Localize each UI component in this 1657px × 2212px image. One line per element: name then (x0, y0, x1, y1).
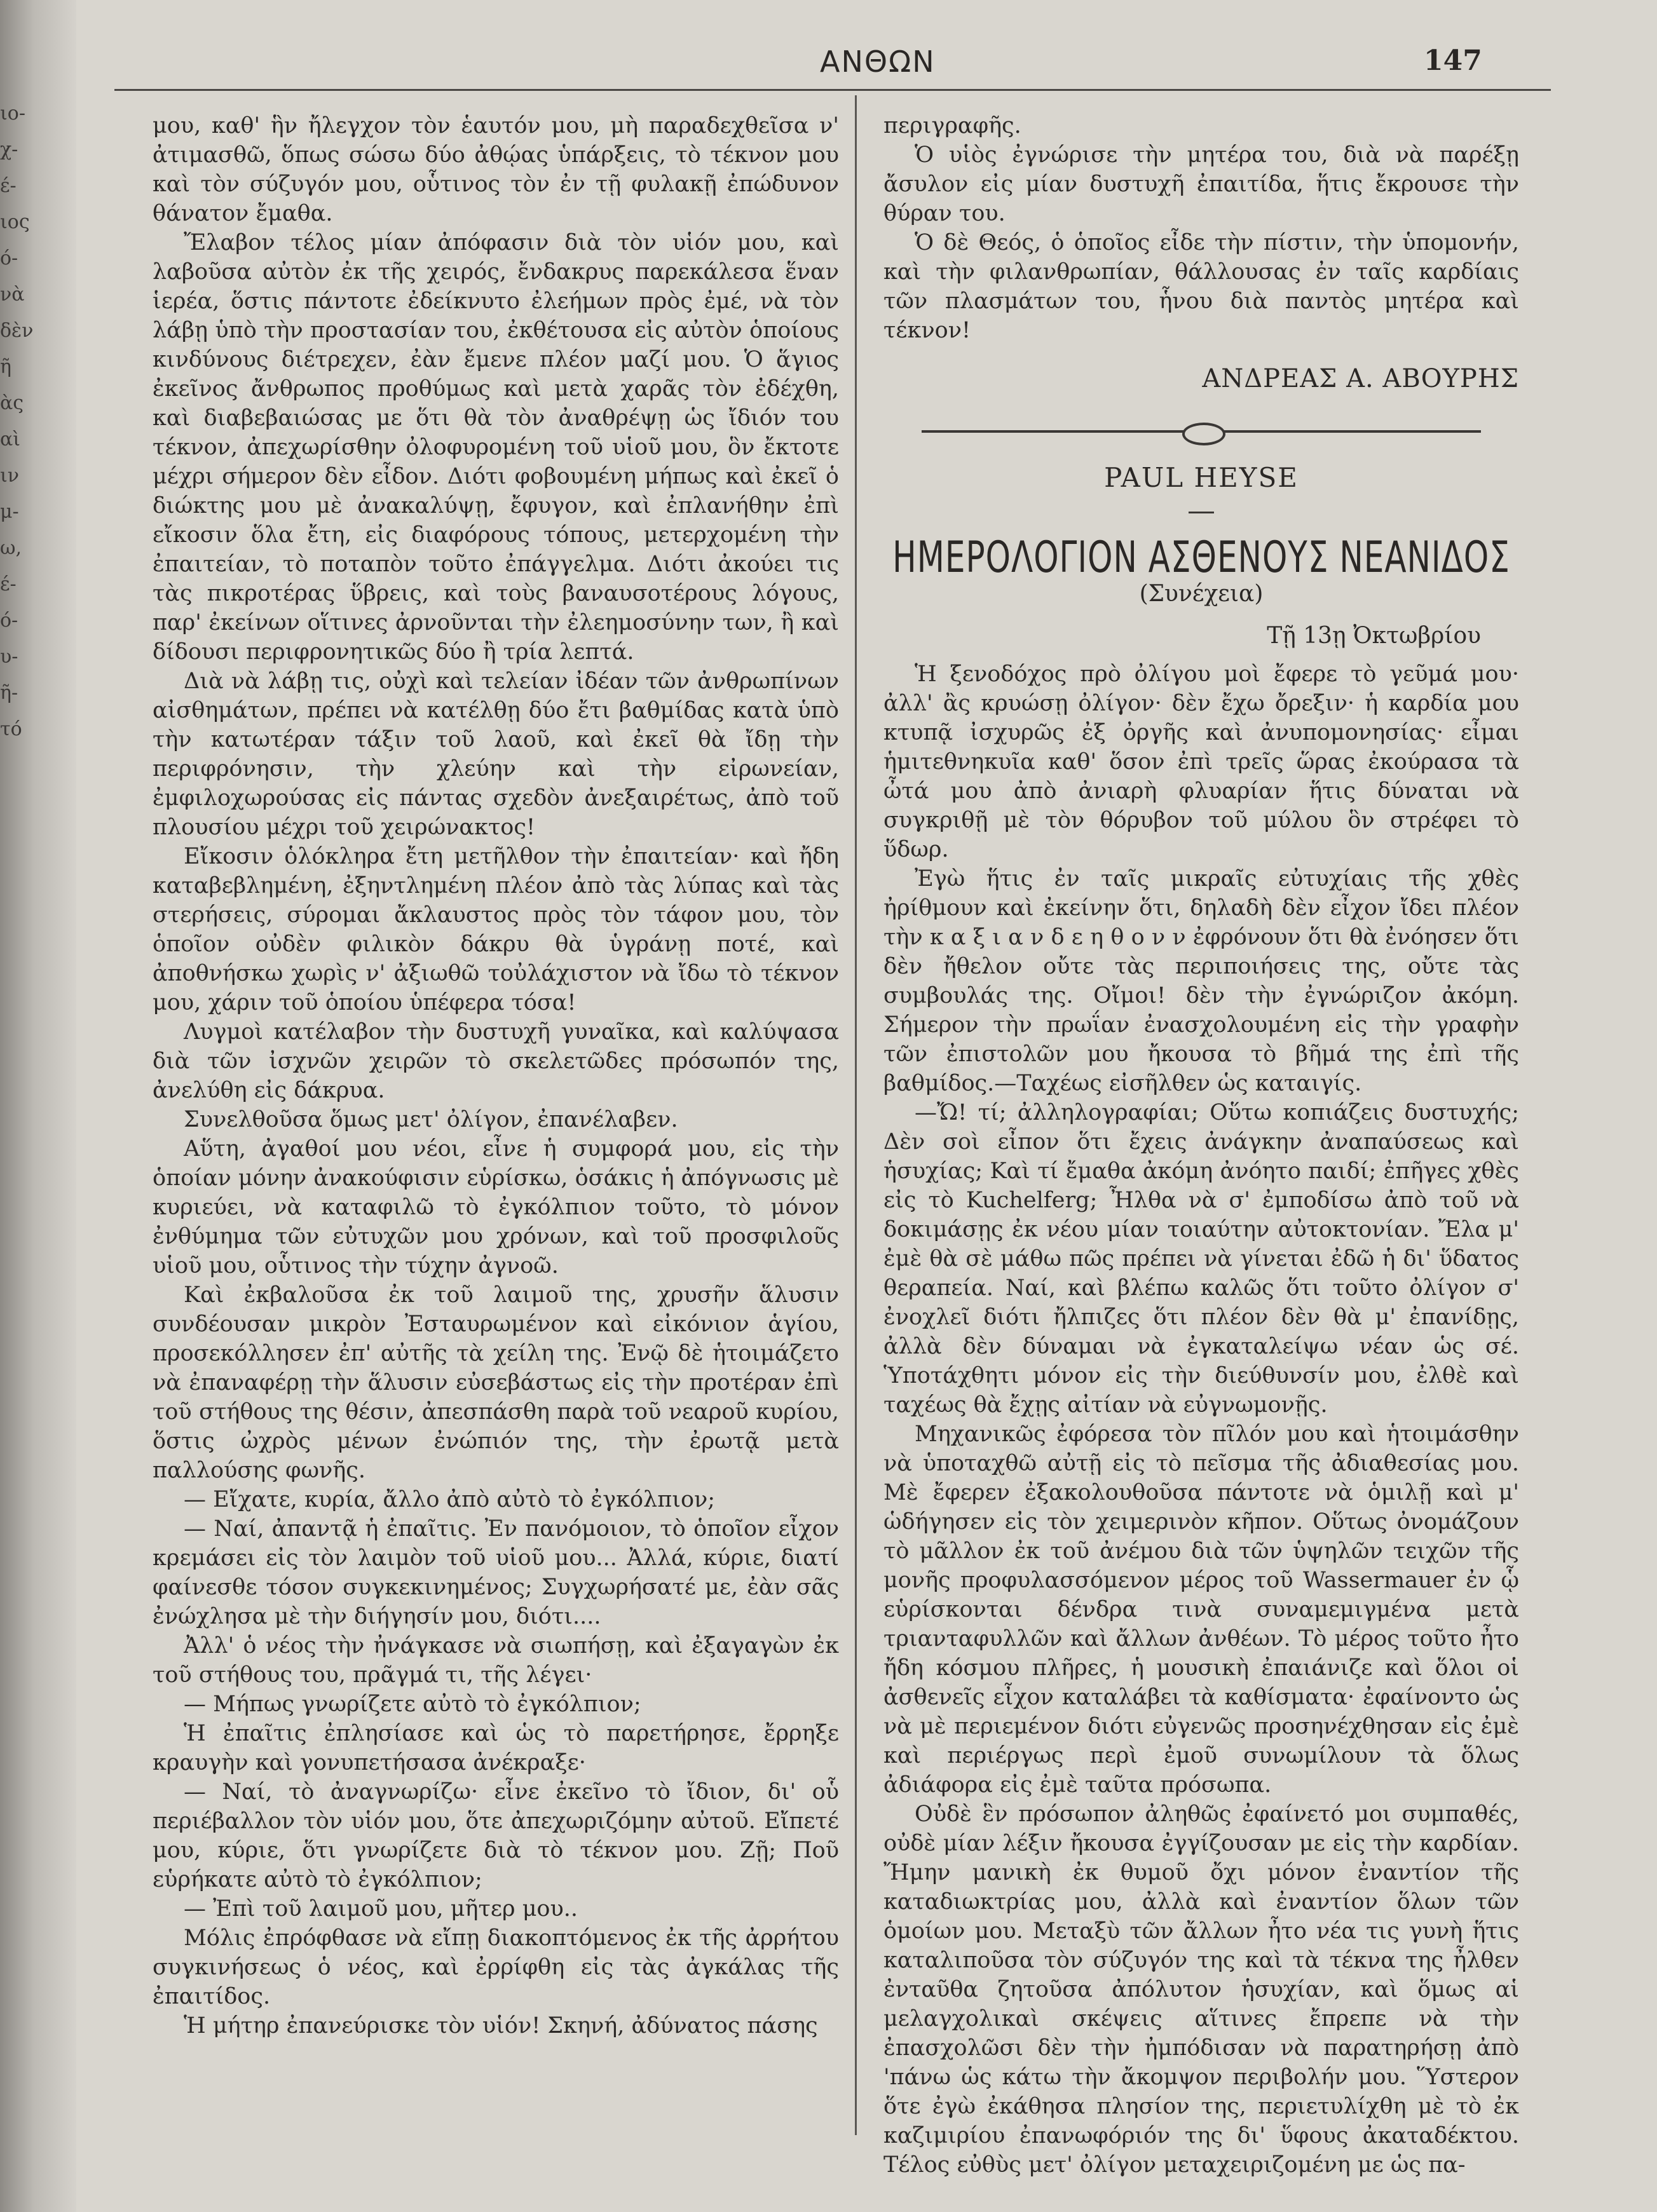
margin-fragment: ὰς (0, 392, 24, 414)
paragraph: Ἡ ἐπαῖτις ἐπλησίασε καὶ ὡς τὸ παρετήρησε, ἔρρηξε κραυγὴν καὶ γονυπετήσασα ἀνέκραξε· (153, 1721, 839, 1775)
paragraph: περιγραφῆς. (883, 113, 1021, 139)
paragraph: Ἀλλ' ὁ νέος τὴν ἠνάγκασε νὰ σιωπήσῃ, καὶ ἐξαγαγὼν ἐκ τοῦ στήθους του, πρᾶγμά τι, τῆς λέγει· (153, 1633, 839, 1688)
paragraph: Ἔλαβον τέλος μίαν ἀπόφασιν διὰ τὸν υἱόν μου, καὶ λαβοῦσα αὐτὸν ἐκ τῆς χειρός, ἔνδακρυς παρεκάλεσα ἕναν ἱερέα, ὅστις πάντοτε ἐδείκνυτο ἐλεήμων πρὸς ἐμέ, νὰ τὸν λάβῃ ὑπὸ τὴν προστασίαν του, ἐκθέτουσα εἰς αὐτὸν ὁποίους κινδύνους διέτρεχεν, ἐὰν ἔμενε πλέον μαζί μου. Ὁ ἅγιος ἐκεῖνος ἄνθρωπος προθύμως καὶ μετὰ χαρᾶς τὸν ἐδέχθη, καὶ διαβεβαιώσας με ὅτι θὰ τὸν ἀναθρέψῃ ὡς ἴδιόν του τέκνον, ἀπεχωρίσθην ὀλοφυρομένη τοῦ υἱοῦ μου, ὃν ἔκτοτε μέχρι σήμερον δὲν εἶδον. Διότι φοβουμένη μήπως καὶ ἐκεῖ ὁ διώκτης μου μὲ ἀνακαλύψῃ, ἔφυγον, καὶ ἐπλανήθην ἐπὶ εἴκοσιν ὅλα ἔτη, εἰς διαφόρους τόπους, μετερχομένη τὴν ἐπαιτείαν, τὸ ποταπὸν τοῦτο ἐπάγγελμα. Διότι ἀκούει τις τὰς πικροτέρας ὕβρεις, καὶ τοὺς βαναυσοτέρους λόγους, παρ' ἐκείνων οἵτινες ἀρνοῦνται τὴν ἐλεημοσύνην των, ἢ καὶ δίδουσι περιφρονητικῶς δύο ἢ τρία λεπτά. (153, 230, 839, 665)
margin-fragment: έ- (0, 573, 17, 595)
adjacent-page-fragments (0, 95, 38, 747)
paragraph: Λυγμοὶ κατέλαβον τὴν δυστυχῆ γυναῖκα, καὶ καλύψασα διὰ τῶν ἰσχνῶν χειρῶν τὸ σκελετῶδες πρόσωπόν της, ἀνελύθη εἰς δάκρυα. (153, 1019, 839, 1103)
paragraph: Καὶ ἐκβαλοῦσα ἐκ τοῦ λαιμοῦ της, χρυσῆν ἅλυσιν συνδέουσαν μικρὸν Ἐσταυρωμένον καὶ εἰκόνιον ἁγίου, προσεκόλλησεν ἐπ' αὐτῆς τὰ χείλη της. Ἐνῷ δὲ ἡτοιμάζετο νὰ ἐπαναφέρῃ τὴν ἅλυσιν εὐσεβάστως εἰς τὴν προτέραν ἐπὶ τοῦ στήθους της θέσιν, ἀπεσπάσθη παρὰ τοῦ νεαροῦ κυρίου, ὅστις ὠχρὸς μένων ἐνώπιόν της, τὴν ἐρωτᾷ μετὰ παλλούσης φωνῆς. (153, 1282, 839, 1483)
story-signature: ΑΝΔΡΕΑΣ Α. ΑΒΟΥΡΗΣ (1202, 364, 1519, 393)
paragraph: Συνελθοῦσα ὅμως μετ' ὀλίγον, ἐπανέλαβεν. (184, 1107, 678, 1132)
paragraph: — Ναί, τὸ ἀναγνωρίζω· εἶνε ἐκεῖνο τὸ ἴδιον, δι' οὗ περιέβαλλον τὸν υἱόν μου, ὅτε ἀπεχωριζόμην αὐτοῦ. Εἴπετέ μου, κύριε, ὅτι γνωρίζετε διὰ τὸ τέκνον μου. Ζῇ; Ποῦ εὑρήκατε αὐτὸ τὸ ἐγκόλπιον; (153, 1779, 839, 1892)
paragraph: — Εἴχατε, κυρία, ἄλλο ἀπὸ αὐτὸ τὸ ἐγκόλπιον; (184, 1487, 716, 1512)
diary-dateline: Τῇ 13ῃ Ὀκτωβρίου (1267, 623, 1481, 649)
ornament-knot (1182, 423, 1225, 445)
paragraph: — Ναί, ἀπαντᾷ ἡ ἐπαῖτις. Ἐν πανόμοιον, τὸ ὁποῖον εἶχον κρεμάσει εἰς τὸν λαιμὸν τοῦ υἱοῦ μου... Ἀλλά, κύριε, διατί φαίνεσθε τόσον συγκεκινημένος; Συγχωρήσατέ με, ἐὰν σᾶς ἐνώχλησα μὲ τὴν διήγησίν μου, διότι.... (153, 1516, 839, 1629)
header-rule (114, 89, 1551, 91)
margin-fragment: ιν (0, 465, 19, 487)
margin-fragment: ῆ (0, 356, 11, 378)
margin-fragment: ιο- (0, 102, 25, 125)
margin-fragment: ό- (0, 609, 18, 632)
author-heading: PAUL HEYSE (1104, 462, 1299, 493)
margin-fragment: υ- (0, 646, 18, 668)
margin-fragment: ιος (0, 211, 30, 233)
page-number: 147 (1424, 44, 1482, 77)
paragraph: —Ὤ! τί; ἀλληλογραφίαι; Οὕτω κοπιάζεις δυστυχής; Δὲν σοὶ εἶπον ὅτι ἔχεις ἀνάγκην ἀναπαύσεως καὶ ἡσυχίας; Καὶ τί ἔμαθα ἀκόμη ἀνόητο παιδί; ἐπῆγες χθὲς εἰς τὸ Kuchelferg; Ἦλθα νὰ σ' ἐμποδίσω ἀπὸ τοῦ νὰ δοκιμάσῃς ἐκ νέου μίαν τοιαύτην αὐτοκτονίαν. Ἔλα μ' ἐμὲ θὰ σὲ μάθω πῶς πρέπει νὰ γίνεται ἐδῶ ἡ δι' ὕδατος θεραπεία. Ναί, καὶ βλέπω καλῶς ὅτι τοῦτο ὀλίγον σ' ἐνοχλεῖ διότι ἤλπιζες ὅτι πλέον δὲν θὰ μ' ἐπανίδῃς, ἀλλὰ δὲν δύναμαι νὰ ἐγκαταλείψω νέαν ὡς σέ. Ὑποτάχθητι μόνον εἰς τὴν διεύθυνσίν μου, ἐλθὲ καὶ ταχέως θὰ ἔχῃς αἰτίαν νὰ εὐγνωμονῇς. (883, 1100, 1519, 1418)
margin-fragment: χ- (0, 139, 18, 161)
margin-fragment: αὶ (0, 428, 21, 451)
paragraph: — Μήπως γνωρίζετε αὐτὸ τὸ ἐγκόλπιον; (184, 1692, 641, 1717)
paragraph: Ἐγὼ ἥτις ἐν ταῖς μικραῖς εὐτυχίαις τῆς χθὲς ἠρίθμουν καὶ ἐκείνην ὅτι, δηλαδὴ δὲν εἶχον ἴδει πλέον τὴν κ α ξ ι α ν δ ε η θ ο ν ν ἐφρόνουν ὅτι θὰ ἐνόησεν ὅτι δὲν ἤθελον οὔτε τὰς περιποιήσεις της, οὔτε τὰς συμβουλάς της. Οἴμοι! δὲν τὴν ἐγνώριζον ἀκόμη. Σήμερον τὴν πρωΐαν ἐνασχολουμένη εἰς τὴν γραφὴν τῶν ἐπιστολῶν μου ἤκουσα τὸ βῆμά της ἐπὶ τῆς βαθμίδος.—Ταχέως εἰσῆλθεν ὡς καταιγίς. (883, 866, 1519, 1096)
paragraph: Ἡ μήτηρ ἐπανεύρισκε τὸν υἱόν! Σκηνή, ἀδύνατος πάσης (184, 2013, 818, 2039)
margin-fragment: ῆ- (0, 682, 18, 704)
paragraph: Οὐδὲ ἓν πρόσωπον ἀληθῶς ἐφαίνετό μοι συμπαθές, οὐδὲ μίαν λέξιν ἤκουσα ἐγγίζουσαν με εἰς τὴν καρδίαν. Ἤμην μανικὴ ἐκ θυμοῦ ὄχι μόνον ἐναντίον τῆς καταδιωκτρίας μου, ἀλλὰ καὶ ἐναντίον ὅλων τῶν ὁμοίων μου. Μεταξὺ τῶν ἄλλων ἦτο νέα τις γυνὴ ἥτις καταλιποῦσα τὸν σύζυγόν της καὶ τὰ τέκνα της ἦλθεν ἐνταῦθα ζητοῦσα ἀπόλυτον ἡσυχίαν, καὶ ὅμως αἱ μελαγχολικαὶ σκέψεις αἵτινες ἔπρεπε νὰ τὴν ἐπασχολῶσι δὲν τὴν ἠμπόδισαν νὰ παρατηρήσῃ ἀπὸ 'πάνω ὡς κάτω τὴν ἄκομψον περιβολήν μου. Ὕστερον ὅτε ἐγὼ ἐκάθησα πλησίον της, περιετυλίχθη μὲ τὸ ἐκ καζιμιρίου ἐπανωφόριόν της δι' ὕφους ἀκαταδέκτου. Τέλος εὐθὺς μετ' ὀλίγον μεταχειριζομένη με ὡς πα- (883, 1801, 1519, 2178)
paragraph: Μηχανικῶς ἐφόρεσα τὸν πῖλόν μου καὶ ἡτοιμάσθην νὰ ὑποταχθῶ αὐτῇ εἰς τὸ πεῖσμα τῆς ἀδιαθεσίας μου. Μὲ ἔφερεν ἐξακολουθοῦσα πάντοτε νὰ ὁμιλῇ καὶ μ' ὡδήγησεν εἰς τὸν χειμερινὸν κῆπον. Οὕτως ὀνομάζουν τὸ μᾶλλον ἐκ τοῦ ἀνέμου διὰ τῶν ὑψηλῶν τειχῶν τῆς μονῆς προφυλασσόμενον μέρος τοῦ Wassermauer ἐν ᾧ εὑρίσκονται δένδρα τινὰ συναμεμιγμένα μετὰ τριανταφυλλῶν καὶ ἄλλων ἀνθέων. Τὸ μέρος τοῦτο ἦτο ἤδη κόσμου πλῆρες, ἡ μουσικὴ ἐπαιάνιζε καὶ ὅλοι οἱ ἀσθενεῖς εἶχον καταλάβει τὰ καθίσματα· ἐφαίνοντο ὡς νὰ μὲ περιεμένον διότι εὐγενῶς προσηνέχθησαν εἰς ἐμὲ καὶ περιέργως περὶ ἐμοῦ συνωμίλουν τὰ ὅλως ἀδιάφορα εἰς ἐμὲ ταῦτα πρόσωπα. (883, 1422, 1519, 1798)
paragraph: Ὁ δὲ Θεός, ὁ ὁποῖος εἶδε τὴν πίστιν, τὴν ὑπομονήν, καὶ τὴν φιλανθρωπίαν, θάλλουσας ἐν ταῖς καρδίαις τῶν πλασμάτων του, ἧνου διὰ παντὸς μητέρα καὶ τέκνον! (883, 230, 1519, 343)
short-rule (1189, 512, 1214, 513)
paragraph: Διὰ νὰ λάβῃ τις, οὐχὶ καὶ τελείαν ἰδέαν τῶν ἀνθρωπίνων αἰσθημάτων, πρέπει νὰ κατέλθῃ δύο ἔτι βαθμίδας κατὰ ὑπὸ τὴν κατωτέραν τάξιν τοῦ λαοῦ, καὶ ἐκεῖ θὰ ἴδῃ τὴν περιφρόνησιν, τὴν χλεύην καὶ τὴν εἰρωνείαν, ἐμφιλοχωρούσας εἰς πάντας σχεδὸν ἀνεξαιρέτως, ἀπὸ τοῦ πλουσίου μέχρι τοῦ χειρώνακτος! (153, 668, 839, 840)
left-column (153, 111, 839, 2040)
page-header (0, 38, 1657, 89)
margin-fragment: ό- (0, 247, 18, 269)
paragraph: Ἡ ξενοδόχος πρὸ ὀλίγου μοὶ ἔφερε τὸ γεῦμά μου· ἀλλ' ἂς κρυώσῃ ὀλίγον· δὲν ἔχω ὄρεξιν· ἡ καρδία μου κτυπᾷ ἰσχυρῶς ἐξ ὀργῆς καὶ ἀνυπομονησίας· εἶμαι ἡμιτεθνηκυῖα καθ' ὅσον ἐπὶ τρεῖς ὥρας ἐκούρασα τὰ ὦτά μου ἀπὸ ἀνιαρὴ φλυαρίαν ἥτις δύναται νὰ συγκριθῇ μὲ τὸν θόρυβον τοῦ μύλου ὃν στρέφει τὸ ὕδωρ. (883, 662, 1519, 862)
paragraph: Εἴκοσιν ὁλόκληρα ἔτη μετῆλθον τὴν ἐπαιτείαν· καὶ ἤδη καταβεβλημένη, ἐξηντλημένη πλέον ἀπὸ τὰς λύπας καὶ τὰς στερήσεις, σύρομαι ἄκλαυστος πρὸς τὸν τάφον μου, τὸν ὁποῖον οὐδὲν φιλικὸν δάκρυ θὰ ὑγράνῃ ποτέ, καὶ ἀποθνήσκω χωρὶς ν' ἀξιωθῶ τοὐλάχιστον νὰ ἴδω τὸ τέκνον μου, χάριν τοῦ ὁποίου ὑπέφερα τόσα! (153, 844, 839, 1015)
paragraph: Αὕτη, ἀγαθοί μου νέοι, εἶνε ἡ συμφορά μου, εἰς τὴν ὁποίαν μόνην ἀνακούφισιν εὑρίσκω, ὁσάκις ἡ ἀπόγνωσις μὲ κυριεύει, νὰ καταφιλῶ τὸ ἐγκόλπιον τοῦτο, τὸ μόνον ἐνθύμημα τῶν εὐτυχῶν μου χρόνων, καὶ τοῦ προσφιλοῦς υἱοῦ μου, οὗτινος τὴν τύχην ἀγνοῶ. (153, 1136, 839, 1279)
margin-fragment: μ- (0, 501, 19, 523)
paragraph: — Ἐπὶ τοῦ λαιμοῦ μου, μῆτερ μου.. (184, 1896, 578, 1922)
article-subtitle: (Συνέχεια) (1139, 581, 1264, 607)
margin-fragment: νὰ (0, 283, 25, 306)
paragraph: μου, καθ' ἣν ἤλεγχον τὸν ἑαυτόν μου, μὴ παραδεχθεῖσα ν' ἀτιμασθῶ, ὅπως σώσω δύο ἀθῴας ὑπάρξεις, τὸ τέκνον μου καὶ τὸν σύζυγόν μου, οὗτινος τὸν ἐν τῇ φυλακῇ ἐπώδυνον θάνατον ἔμαθα. (153, 113, 839, 226)
margin-fragment: έ- (0, 175, 17, 197)
paragraph: Μόλις ἐπρόφθασε νὰ εἴπῃ διακοπτόμενος ἐκ τῆς ἀρρήτου συγκινήσεως ὁ νέος, καὶ ἐρρίφθη εἰς τὰς ἀγκάλας τῆς ἐπαιτίδος. (153, 1925, 839, 2009)
running-title: ΑΝΘΩΝ (820, 44, 936, 79)
margin-fragment: ω, (0, 537, 22, 559)
right-column (883, 111, 1519, 2180)
story-ending (883, 111, 1519, 345)
article-title: ΗΜΕΡΟΛΟΓΙΟΝ ΑΣΘΕΝΟΥΣ ΝΕΑΝΙΔΟΣ (892, 532, 1510, 583)
column-divider (855, 95, 857, 2135)
margin-fragment: τό (0, 718, 22, 740)
margin-fragment: δὲν (0, 320, 34, 342)
ornamental-divider (922, 419, 1481, 444)
diary-body (883, 660, 1519, 2180)
paragraph: Ὁ υἱὸς ἐγνώρισε τὴν μητέρα του, διὰ νὰ παρέξῃ ἄσυλον εἰς μίαν δυστυχῆ ἐπαιτίδα, ἥτις ἔκρουσε τὴν θύραν του. (883, 142, 1519, 226)
